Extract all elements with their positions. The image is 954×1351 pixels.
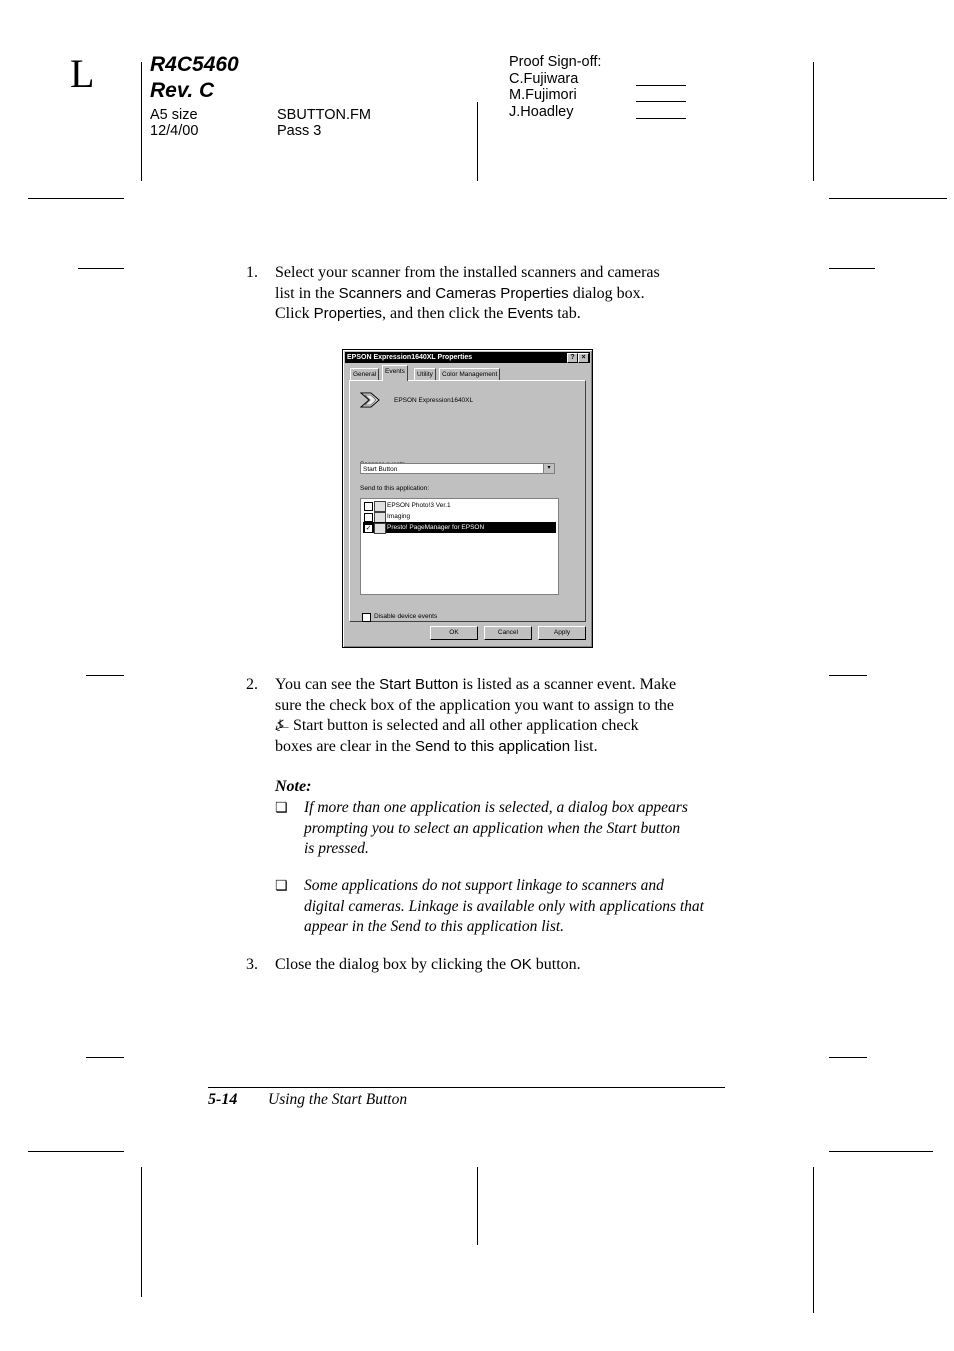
cancel-button[interactable]: Cancel — [484, 626, 532, 640]
text-line: Select your scanner from the installed scanners and cameras — [275, 264, 660, 281]
ok-button[interactable]: OK — [430, 626, 478, 640]
crop-mark — [829, 198, 947, 199]
text-line: You can see the Start Button is listed as a scanner event. Make — [275, 676, 677, 693]
signer-name: M.Fujimori — [509, 87, 577, 103]
margin-mark — [86, 1057, 124, 1058]
checkbox[interactable] — [364, 513, 373, 522]
margin-mark — [78, 268, 124, 269]
step-number: 2. — [246, 676, 258, 693]
chevron-down-icon[interactable]: ▾ — [543, 464, 554, 473]
ui-term: Events — [507, 305, 554, 322]
signer-name: J.Hoadley — [509, 104, 574, 120]
properties-dialog — [342, 349, 593, 648]
ui-term: Start Button — [379, 676, 459, 693]
tab-general[interactable]: General — [350, 368, 379, 380]
ui-term: Properties — [313, 305, 383, 322]
tab-events[interactable]: Events — [382, 365, 408, 381]
signature-line — [636, 101, 686, 102]
print-date: 12/4/00 — [150, 123, 199, 139]
close-button[interactable]: × — [578, 353, 589, 363]
crop-mark — [829, 1151, 933, 1152]
checkbox[interactable] — [364, 502, 373, 511]
page-number: 5-14 — [208, 1091, 238, 1108]
crop-mark — [477, 102, 478, 181]
app-name: EPSON Photo!3 Ver.1 — [387, 502, 451, 509]
signer-name: C.Fujiwara — [509, 71, 579, 87]
text-line: sure the check box of the application you want to assign to the — [275, 696, 675, 714]
margin-mark — [86, 675, 124, 676]
crop-mark — [813, 1167, 814, 1313]
text-line: Some applications do not support linkage to scanners and — [304, 877, 664, 894]
apply-button[interactable]: Apply — [538, 626, 586, 640]
margin-mark — [829, 1057, 867, 1058]
device-name: EPSON Expression1640XL — [394, 397, 474, 404]
crop-mark — [28, 198, 124, 199]
send-to-label: Send to this application: — [360, 485, 430, 492]
pass-number: Pass 3 — [277, 123, 322, 139]
step-2-text — [275, 675, 740, 757]
disable-events-checkbox[interactable] — [362, 613, 371, 622]
signature-line — [636, 118, 686, 119]
app-name: Presto! PageManager for EPSON — [387, 524, 485, 531]
scanner-icon — [359, 389, 381, 411]
chapter-title: Using the Start Button — [268, 1091, 408, 1108]
signature-line — [636, 85, 686, 86]
ui-term: Send to this application — [414, 737, 571, 755]
note-item — [304, 876, 744, 938]
dropdown-value: Start Button — [363, 466, 398, 473]
text-line: Click Properties, and then click the Events tab. — [275, 305, 581, 322]
list-item[interactable] — [363, 511, 556, 522]
text-line: boxes are clear in the Send to this application list. — [275, 737, 598, 755]
crop-mark — [141, 62, 142, 181]
disable-events-label: Disable device events — [374, 613, 438, 620]
application-list[interactable] — [360, 498, 559, 595]
page-size: A5 size — [150, 107, 198, 123]
step-number: 1. — [246, 264, 258, 281]
model-title: R4C5460 — [150, 53, 239, 76]
text-line: prompting you to select an application when the Start button — [304, 819, 681, 837]
step-1-text — [275, 263, 735, 325]
footer-rule — [208, 1087, 725, 1088]
text-line: If more than one application is selected, a dialog box appears — [304, 799, 688, 816]
scanner-events-dropdown[interactable] — [360, 463, 555, 474]
tab-utility[interactable]: Utility — [414, 368, 436, 380]
checkbox-checked[interactable]: ✓ — [365, 525, 372, 532]
crop-mark — [813, 62, 814, 181]
text-line: ⍼ Start button is selected and all other application check — [275, 717, 639, 734]
text-line: list in the Scanners and Cameras Properties dialog box. — [275, 284, 645, 302]
crop-mark — [141, 1167, 142, 1297]
margin-mark — [829, 268, 875, 269]
text-line: is pressed. — [304, 840, 369, 857]
app-icon — [374, 523, 386, 534]
step-number: 3. — [246, 956, 258, 973]
ui-term: Scanners and Cameras Properties — [338, 284, 569, 302]
text-line: appear in the Send to this application list. — [304, 918, 565, 935]
file-name: SBUTTON.FM — [277, 107, 371, 123]
crop-mark — [28, 1151, 124, 1152]
text-line: digital cameras. Linkage is available only with applications that — [304, 897, 704, 915]
note-title: Note: — [275, 778, 312, 795]
help-button[interactable]: ? — [567, 353, 578, 363]
step-3-text: Close the dialog box by clicking the OK button. — [275, 956, 581, 973]
revision-title: Rev. C — [150, 79, 215, 102]
start-button-icon: ⍼ — [275, 717, 289, 734]
note-item — [304, 798, 744, 860]
app-name: Imaging — [387, 513, 411, 520]
corner-letter: L — [70, 51, 95, 96]
margin-mark — [829, 675, 867, 676]
proof-signoff-title: Proof Sign-off: — [509, 54, 602, 70]
dialog-title-bar — [345, 352, 590, 363]
crop-mark — [477, 1167, 478, 1245]
bullet-icon: ❏ — [275, 800, 288, 816]
dialog-title: EPSON Expression1640XL Properties — [347, 354, 473, 361]
tab-color-management[interactable]: Color Management — [439, 368, 500, 380]
ui-term: OK — [510, 956, 532, 973]
list-item[interactable] — [363, 500, 556, 511]
bullet-icon: ❏ — [275, 878, 288, 894]
list-item-selected[interactable] — [363, 522, 556, 533]
events-panel — [349, 380, 586, 622]
